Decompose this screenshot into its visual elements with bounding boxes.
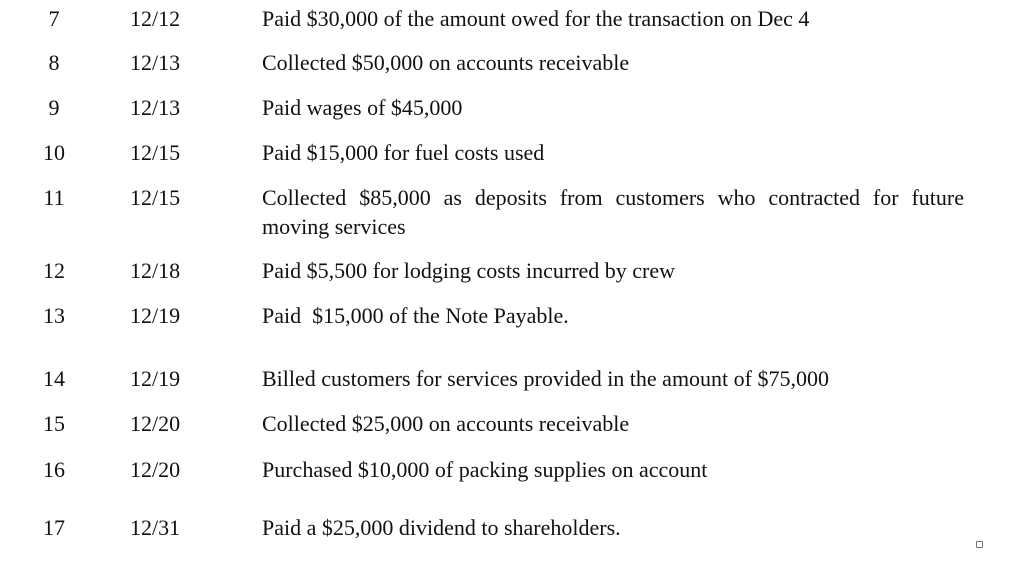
transaction-date: 12/31 bbox=[130, 515, 181, 540]
transaction-description: Paid $30,000 of the amount owed for the transaction on Dec 4 bbox=[262, 6, 810, 31]
transaction-date: 12/18 bbox=[130, 258, 181, 283]
transaction-number: 8 bbox=[48, 50, 60, 75]
transaction-date: 12/19 bbox=[130, 366, 181, 391]
transaction-number: 11 bbox=[43, 185, 65, 210]
transaction-date: 12/12 bbox=[130, 6, 181, 31]
transaction-description: Paid $15,000 for fuel costs used bbox=[262, 140, 545, 165]
transaction-date: 12/13 bbox=[130, 95, 181, 120]
transaction-description: Paid a $25,000 dividend to shareholders. bbox=[262, 515, 621, 540]
transaction-number: 9 bbox=[48, 95, 60, 120]
transaction-date: 12/19 bbox=[130, 303, 181, 328]
transaction-description: Paid wages of $45,000 bbox=[262, 95, 463, 120]
transaction-description: Purchased $10,000 of packing supplies on account bbox=[262, 457, 708, 482]
transaction-description: Collected $50,000 on accounts receivable bbox=[262, 50, 630, 75]
transaction-number: 17 bbox=[43, 515, 65, 540]
transaction-date: 12/15 bbox=[130, 140, 181, 165]
transaction-description: Paid $5,500 for lodging costs incurred by crew bbox=[262, 258, 676, 283]
transaction-number: 12 bbox=[43, 258, 65, 283]
transaction-number: 14 bbox=[43, 366, 65, 391]
transaction-date: 12/20 bbox=[130, 457, 181, 482]
transaction-number: 7 bbox=[48, 6, 60, 31]
resize-handle-icon[interactable] bbox=[976, 541, 983, 548]
transaction-number: 15 bbox=[43, 411, 65, 436]
transaction-description: Billed customers for services provided in the amount of $75,000 bbox=[262, 366, 829, 391]
transaction-date: 12/13 bbox=[130, 50, 181, 75]
transaction-number: 10 bbox=[43, 140, 65, 165]
transaction-date: 12/20 bbox=[130, 411, 181, 436]
transaction-number: 13 bbox=[43, 303, 65, 328]
transaction-description: Collected $25,000 on accounts receivable bbox=[262, 411, 630, 436]
transaction-description: Paid $15,000 of the Note Payable. bbox=[262, 303, 569, 328]
transaction-date: 12/15 bbox=[130, 185, 181, 210]
transaction-description: Collected $85,000 as deposits from customers who contracted for future moving services bbox=[262, 185, 964, 239]
transaction-number: 16 bbox=[43, 457, 65, 482]
